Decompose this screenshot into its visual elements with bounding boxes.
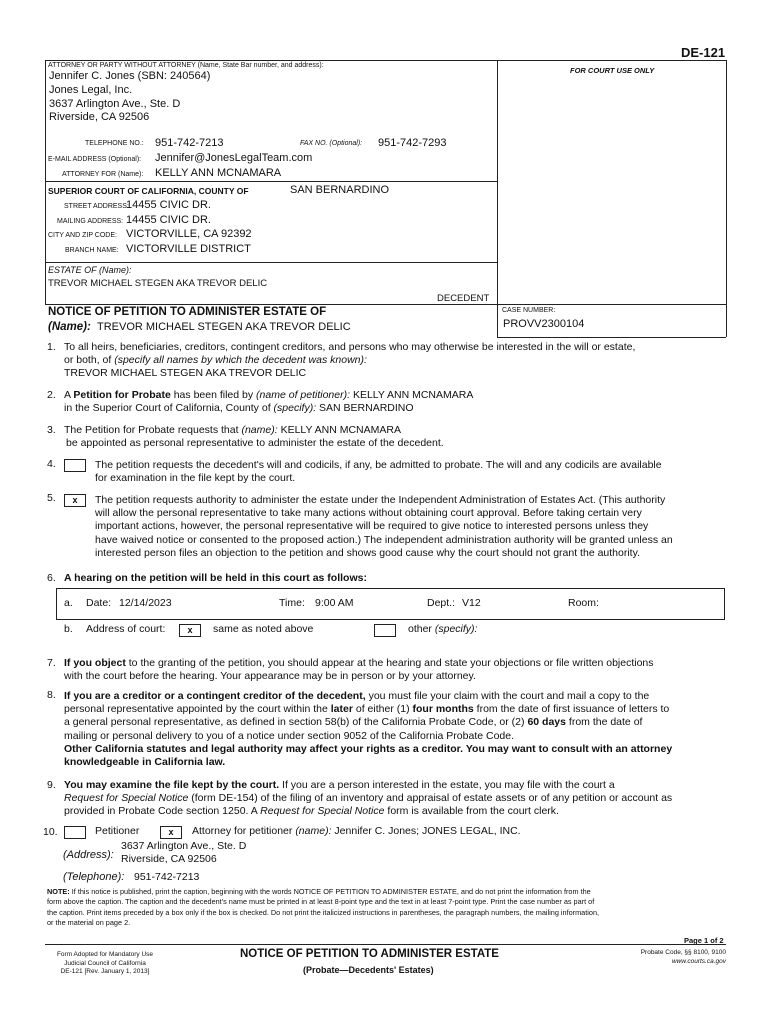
item-2-text [64,389,729,415]
item-8-line-6: knowledgeable in California law. [64,756,226,769]
note-line-2: form above the caption. The caption and the decedent's name must be printed in at least 8-point type and the text in at least 7-point type. Print the case number as part of [47,897,595,907]
address-of-court-label: Address of court: [86,623,166,635]
item-2-petitioner[interactable]: KELLY ANN MCNAMARA [352,389,474,401]
item-6b-label: b. [64,623,73,635]
item-9-line-2: (form DE-154) of the filing of an inventory and appraisal of estate assets or of any petition or account as [191,792,673,805]
hearing-time[interactable]: 9:00 AM [315,597,354,609]
item-9-text [64,779,734,819]
attorney-header-label: ATTORNEY OR PARTY WITHOUT ATTORNEY (Name, State Bar number, and address): [48,62,324,69]
email-label: E-MAIL ADDRESS (Optional): [48,156,142,163]
header-top-border [45,60,726,61]
note-line-4: or the material on page 2. [47,918,131,928]
adopted-line-2: Judicial Council of California [64,959,146,967]
item-3-instruction: (name): [241,424,278,436]
other-address-checkbox[interactable] [374,624,396,637]
item-2-instruction-2: (specify): [273,402,317,415]
item-5-text [95,494,730,560]
telephone-label-10: (Telephone): [63,871,125,883]
item-7-text [64,657,734,683]
item-8-line-2a: personal representative appointed by the court within the [64,703,328,716]
attorney-petitioner-name[interactable]: Jennifer C. Jones; JONES LEGAL, INC. [334,825,521,837]
item-6-heading: A hearing on the petition will be held in this court as follows: [64,572,367,584]
item-1-number: 1. [47,341,56,353]
court-street[interactable]: 14455 CIVIC DR. [126,199,211,211]
attorney-for-label: ATTORNEY FOR (Name): [62,171,144,178]
form-code: DE-121 [681,45,726,60]
item-1-decedent-names[interactable]: TREVOR MICHAEL STEGEN AKA TREVOR DELIC [64,367,307,380]
attorney-firm[interactable]: Jones Legal, Inc. [49,84,133,96]
item-4-number: 4. [47,458,56,470]
item-2-a: A [64,389,71,401]
date-label: Date: [86,597,112,609]
address-label: (Address): [63,849,114,861]
item-8-four-months: four months [412,703,474,716]
estate-label: ESTATE OF (Name): [48,265,132,275]
item-2-instruction: (name of petitioner): [256,389,351,401]
item-3-line-2: be appointed as personal representative to administer the estate of the decedent. [66,437,444,450]
item-9-bold: You may examine the file kept by the court. [64,779,280,791]
case-number-label: CASE NUMBER: [502,307,556,314]
case-number-bottom [497,337,726,338]
city-label: CITY AND ZIP CODE: [48,232,117,239]
mailing-label: MAILING ADDRESS: [57,218,124,225]
branch-label: BRANCH NAME: [65,247,119,254]
hearing-date[interactable]: 12/14/2023 [119,597,172,609]
item-4-line-1: The petition requests the decedent's will and codicils, if any, be admitted to probate. The will and any codicils are available [95,459,662,471]
item-8-line-3b: from the date of [568,716,643,729]
item-8-line-2c: from the date of first issuance of letters to [476,703,670,716]
attorney-street[interactable]: 3637 Arlington Ave., Ste. D [49,98,181,110]
item-2-b: has been filed by [173,389,254,401]
attorney-city[interactable]: Riverside, CA 92506 [49,111,150,123]
case-number-top [497,304,726,305]
item-10-number: 10. [43,826,58,838]
petitioner-address-1[interactable]: 3637 Arlington Ave., Ste. D [121,840,247,852]
decedent-label: DECEDENT [437,293,490,304]
item-7-a: to the granting of the petition, you should appear at the hearing and state your objections or file written objections [128,657,654,669]
petitioner-phone[interactable]: 951-742-7213 [134,871,200,883]
item-5-checkbox[interactable]: x [64,494,86,507]
item-4-checkbox[interactable] [64,459,86,472]
item-8-later: later [330,703,353,716]
attorney-petitioner-instruction: (name): [295,825,332,837]
attorney-for-field[interactable]: KELLY ANN MCNAMARA [155,167,282,179]
telephone-field[interactable]: 951-742-7213 [155,137,224,149]
item-7-number: 7. [47,657,56,669]
item-9-line-3a: provided in Probate Code section 1250. A [64,805,258,818]
fax-label: FAX NO. (Optional): [300,140,363,147]
item-5-line-3: important actions, however, the personal representative will be required to give notice to interested persons unless they [95,520,649,533]
header-divider [497,60,498,337]
item-7-line-2: with the court before the hearing. Your appearance may be in person or by your attorney. [64,670,476,683]
street-label: STREET ADDRESS: [64,203,129,210]
item-8-line-2b: of either (1) [355,703,410,716]
item-5-line-1: The petition requests authority to administer the estate under the Independent Administration of Estates Act. (This authority [95,494,666,506]
item-8-line-3a: a general personal representative, as defined in section 58(b) of the California Probate Code, or (2) [64,716,525,729]
item-9-number: 9. [47,779,56,791]
item-6a-label: a. [64,597,73,609]
item-8-line-4: mailing or personal delivery to you of a notice under section 9052 of the California Probate Code. [64,729,515,742]
item-1-line-1: To all heirs, beneficiaries, creditors, contingent creditors, and persons who may otherwise be interested in the will or estate, [64,341,636,353]
notice-title: NOTICE OF PETITION TO ADMINISTER ESTATE OF [48,306,327,318]
other-label: other [408,623,432,635]
item-4-text [95,459,730,485]
item-6-number: 6. [47,572,56,584]
item-9-form-name: Request for Special Notice [64,792,189,805]
attorney-petitioner-label: Attorney for petitioner [192,825,293,837]
dept-label: Dept.: [427,597,456,609]
probate-code-ref: Probate Code, §§ 8100, 9100 [640,949,726,956]
item-5-line-4: have waived notice or consented to the proposed action.) The independent administration authority will be granted unless an [95,533,673,546]
item-1-line-2: or both, of [64,354,112,367]
item-8-line-5: Other California statutes and legal authority may affect your rights as a creditor. You may want to consult with an attorney [64,742,673,755]
footer-subtitle: (Probate—Decedents' Estates) [303,965,434,975]
notice-name[interactable]: TREVOR MICHAEL STEGEN AKA TREVOR DELIC [97,321,351,333]
attorney-for-petitioner-checkbox[interactable]: x [160,826,182,839]
note-label: NOTE: [47,887,70,896]
same-address-checkbox[interactable]: x [179,624,201,637]
estate-name[interactable]: TREVOR MICHAEL STEGEN AKA TREVOR DELIC [48,278,268,289]
item-5-line-2: will allow the personal representative to take many actions without obtaining court approval. Before taking certain very [95,507,642,520]
petitioner-address-2[interactable]: Riverside, CA 92506 [121,853,217,865]
item-8-number: 8. [47,689,56,701]
item-9-a: If you are a person interested in the estate, you may file with the court a [282,779,615,791]
adopted-line-1: Form Adopted for Mandatory Use [56,951,154,958]
court-section-top [45,181,497,182]
item-8-sixty-days: 60 days [527,716,566,729]
footer-adopted [45,951,165,977]
court-header-label: SUPERIOR COURT OF CALIFORNIA, COUNTY OF [48,186,249,196]
item-3-representative[interactable]: KELLY ANN MCNAMARA [280,424,401,436]
note-line-3: the caption. Print items preceded by a box only if the box is checked. Do not print the italicized instructions in parentheses, the paragraph numbers, the mailing information, [47,907,600,917]
header-left-border [45,60,46,305]
footer-rule [45,944,726,945]
estate-section-top [45,262,497,263]
item-8-text [64,690,734,769]
item-9-form-name-2: Request for Special Notice [260,805,385,818]
note-line-1: If this notice is published, print the caption, beginning with the words NOTICE OF PETITION TO ADMINISTER ESTATE, and do not print the information from the [71,887,591,896]
court-use-label: FOR COURT USE ONLY [570,66,655,75]
courts-url[interactable]: www.courts.ca.gov [671,957,726,965]
case-number[interactable]: PROVV2300104 [503,318,585,330]
court-branch[interactable]: VICTORVILLE DISTRICT [126,243,251,255]
email-field[interactable]: Jennifer@JonesLegalTeam.com [155,152,313,164]
fax-field[interactable]: 951-742-7293 [378,137,447,149]
room-label: Room: [568,597,599,609]
item-2-number: 2. [47,389,56,401]
item-2-bold: Petition for Probate [73,389,171,401]
item-8-bold: If you are a creditor or a contingent creditor of the decedent, [64,690,366,702]
header-right-border [726,60,727,337]
item-7-bold: If you object [64,657,126,669]
item-3-a: The Petition for Probate requests that [64,424,239,436]
court-mailing[interactable]: 14455 CIVIC DR. [126,214,211,226]
item-2-county[interactable]: SAN BERNARDINO [319,402,414,415]
item-3-text [64,424,729,450]
note-block [47,887,727,929]
page-number: Page 1 of 2 [684,936,724,945]
attorney-petitioner-text [192,825,521,838]
time-label: Time: [279,597,305,609]
attorney-name[interactable]: Jennifer C. Jones (SBN: 240564) [49,70,211,82]
court-city[interactable]: VICTORVILLE, CA 92392 [126,228,252,240]
notice-name-label: (Name): [48,321,91,333]
hearing-dept[interactable]: V12 [462,597,481,609]
other-address-label [408,623,477,636]
petitioner-checkbox[interactable] [64,826,86,839]
item-8-a: you must file your claim with the court and mail a copy to the [368,690,650,702]
other-instruction: (specify): [434,623,478,635]
item-1-text [64,341,729,381]
item-1-instruction: (specify all names by which the decedent was known): [114,354,367,367]
item-9-line-3b: form is available from the court clerk. [387,805,559,818]
item-5-number: 5. [47,492,56,504]
footer-code [600,949,726,966]
same-address-label: same as noted above [213,623,314,635]
telephone-label: TELEPHONE NO.: [85,140,144,147]
adopted-line-3: DE-121 [Rev. January 1, 2013] [60,968,150,975]
petitioner-label: Petitioner [95,825,140,837]
item-4-line-2: for examination in the file kept by the court. [95,472,296,485]
court-county[interactable]: SAN BERNARDINO [290,184,390,196]
footer-title: NOTICE OF PETITION TO ADMINISTER ESTATE [240,948,499,960]
item-3-number: 3. [47,424,56,436]
item-2-line-2: in the Superior Court of California, County of [64,402,271,415]
item-5-line-5: interested person files an objection to the petition and shows good cause why the court should not grant the authority. [95,546,640,559]
